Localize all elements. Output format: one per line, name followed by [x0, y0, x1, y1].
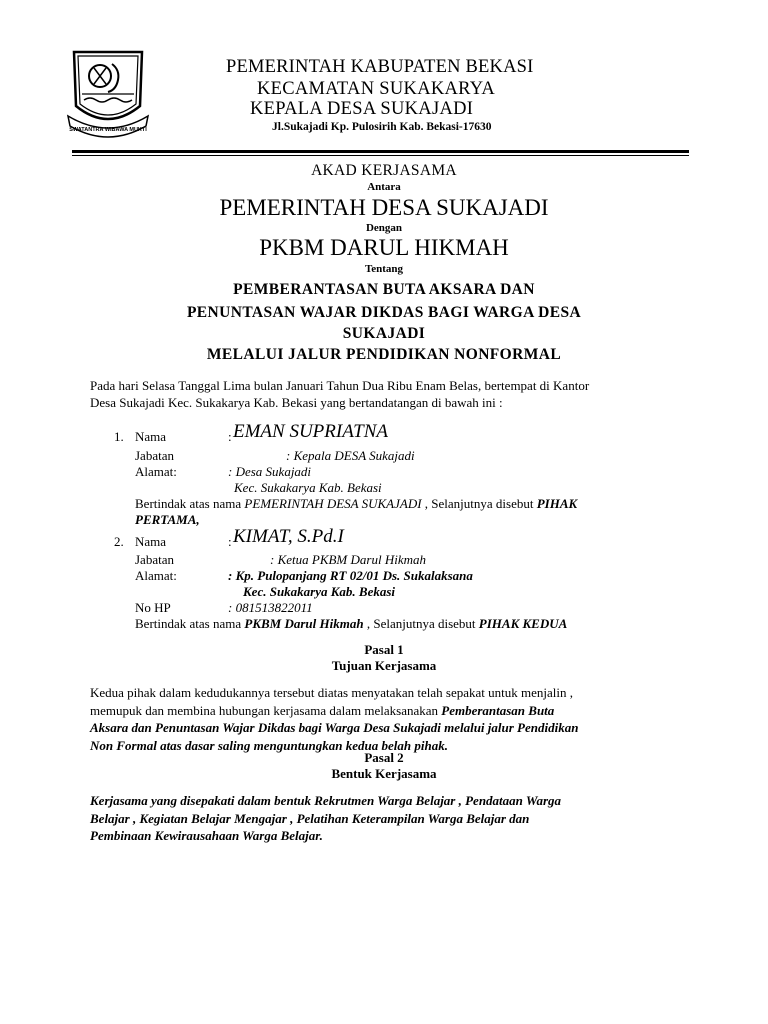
party-two-alias: PIHAK KEDUA: [478, 616, 568, 631]
letterhead-address: Jl.Sukajadi Kp. Pulosirih Kab. Bekasi-17630: [272, 121, 492, 133]
party-one-address-line1: : Desa Sukajadi: [228, 464, 312, 479]
party-one-number: 1.: [114, 429, 124, 444]
document-title: AKAD KERJASAMA: [311, 162, 457, 179]
title-subject-line2: PENUNTASAN WAJAR DIKDAS BAGI WARGA DESA: [186, 304, 582, 321]
title-party-two: PKBM DARUL HIKMAH: [259, 235, 509, 260]
party-two-address-line2: Kec. Sukakarya Kab. Bekasi: [243, 584, 396, 599]
party-two-name-colon: :: [228, 534, 232, 549]
intro-line2: Desa Sukajadi Kec. Sukakarya Kab. Bekasi yang bertandatangan di bawah ini :: [90, 395, 503, 410]
article-1-heading: Pasal 1: [364, 642, 404, 657]
title-antara: Antara: [367, 181, 401, 193]
article-2-line2: Belajar , Kegiatan Belajar Mengajar , Pelatihan Keterampilan Warga Belajar dan: [90, 810, 530, 826]
title-dengan: Dengan: [365, 222, 403, 234]
emblem-motto: SWATANTRA WIBAWA MUKTI: [69, 127, 147, 133]
title-tentang: Tentang: [364, 263, 404, 275]
party-one-name-colon: :: [228, 429, 232, 444]
party-two-position: : Ketua PKBM Darul Hikmah: [270, 552, 426, 567]
party-one-address-label: Alamat:: [135, 464, 177, 479]
party-one-name: EMAN SUPRIATNA: [233, 421, 388, 442]
article-1-line3: Aksara dan Penuntasan Wajar Dikdas bagi Warga Desa Sukajadi melalui jalur Pendidikan: [90, 720, 579, 735]
party-one-position-label: Jabatan: [135, 448, 174, 463]
party-two-phone-label: No HP: [135, 600, 171, 615]
party-one-entity: PEMERINTAH DESA SUKAJADI: [244, 496, 422, 511]
letterhead-district: KECAMATAN SUKAKARYA: [257, 79, 496, 99]
article-1-body: [90, 684, 680, 754]
party-one-name-label: Nama: [135, 429, 167, 444]
article-1-line2: memupuk dan membina hubungan kerjasama dalam melaksanakan Pemberantasan Buta: [90, 702, 555, 718]
letterhead-divider-thin: [72, 155, 689, 156]
party-one-position: : Kepala DESA Sukajadi: [286, 448, 415, 463]
title-party-one: PEMERINTAH DESA SUKAJADI: [219, 195, 549, 220]
title-subject-line4: MELALUI JALUR PENDIDIKAN NONFORMAL: [206, 346, 562, 363]
party-two-position-label: Jabatan: [135, 552, 174, 567]
party-two-number: 2.: [114, 534, 124, 549]
party-one-acting: Bertindak atas nama PEMERINTAH DESA SUKAJADI , Selanjutnya disebut PIHAK: [135, 496, 578, 511]
party-two-address-label: Alamat:: [135, 568, 177, 583]
party-two-phone: : 081513822011: [228, 600, 313, 615]
party-one-alias: PIHAK: [536, 496, 578, 511]
title-subject-line1: PEMBERANTASAN BUTA AKSARA DAN: [233, 281, 535, 298]
intro-line1: Pada hari Selasa Tanggal Lima bulan Januari Tahun Dua Ribu Enam Belas, bertempat di Kantor: [90, 378, 590, 393]
article-1-line1: Kedua pihak dalam kedudukannya tersebut diatas menyatakan telah sepakat untuk menjalin ,: [90, 685, 574, 700]
article-1-line4: Non Formal atas dasar saling menguntungkan kedua belah pihak.: [90, 737, 448, 753]
party-two-entity: PKBM Darul Hikmah: [244, 616, 364, 631]
title-subject-line3: SUKAJADI: [342, 325, 426, 342]
article-2-body: [90, 792, 680, 845]
party-one-address-line2: Kec. Sukakarya Kab. Bekasi: [234, 480, 382, 495]
party-two-acting: Bertindak atas nama PKBM Darul Hikmah , Selanjutnya disebut PIHAK KEDUA: [135, 616, 568, 631]
article-2-line1: Kerjasama yang disepakati dalam bentuk Rekrutmen Warga Belajar , Pendataan Warga: [90, 793, 562, 808]
article-2-heading: Pasal 2: [364, 750, 404, 765]
letterhead-divider-thick: [72, 150, 689, 153]
party-two-name: KIMAT, S.Pd.I: [233, 526, 344, 547]
letterhead-village-head: KEPALA DESA SUKAJADI: [250, 99, 474, 119]
party-two-name-label: Nama: [135, 534, 167, 549]
party-two-address-line1: : Kp. Pulopanjang RT 02/01 Ds. Sukalaksana: [228, 568, 473, 583]
regency-emblem-logo: [66, 46, 150, 142]
article-2-title: Bentuk Kerjasama: [331, 766, 437, 781]
letterhead-regency: PEMERINTAH KABUPATEN BEKASI: [226, 57, 534, 77]
article-1-title: Tujuan Kerjasama: [331, 658, 437, 673]
party-one-alias-cont: PERTAMA,: [135, 512, 200, 527]
article-2-line3: Pembinaan Kewirausahaan Warga Belajar.: [90, 828, 323, 843]
